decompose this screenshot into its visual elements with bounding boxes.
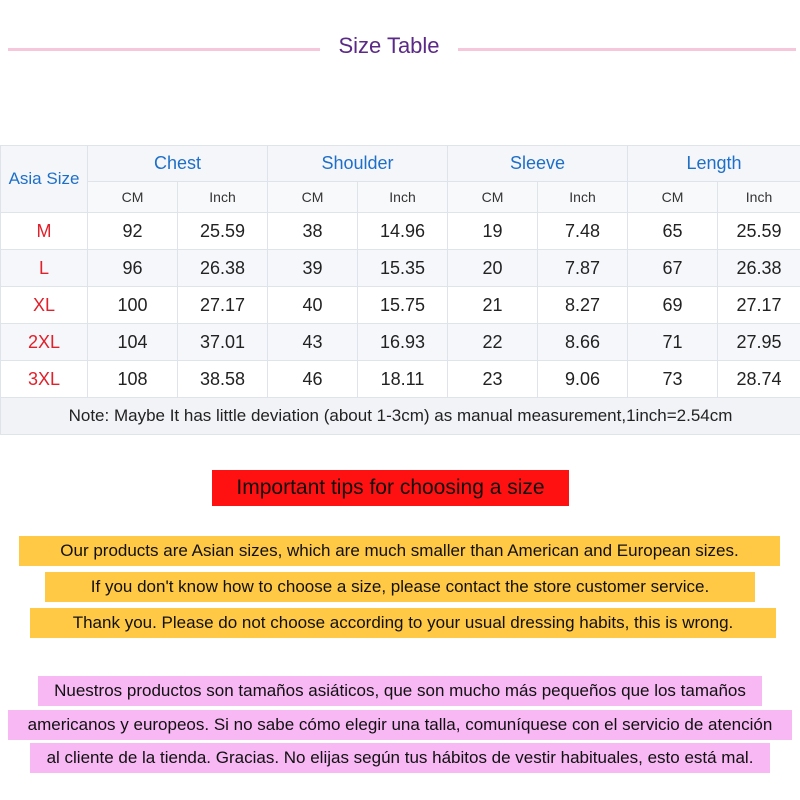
table-cell: 39 bbox=[268, 250, 358, 287]
table-row bbox=[1, 250, 800, 287]
unit-header: CM bbox=[268, 182, 358, 213]
table-cell: 100 bbox=[88, 287, 178, 324]
table-cell: 9.06 bbox=[538, 361, 628, 398]
table-cell: 7.87 bbox=[538, 250, 628, 287]
table-cell: 65 bbox=[628, 213, 718, 250]
length-header: Length bbox=[628, 146, 800, 182]
table-cell: 37.01 bbox=[178, 324, 268, 361]
measurement-note: Note: Maybe It has little deviation (about 1-3cm) as manual measurement,1inch=2.54cm bbox=[1, 398, 800, 435]
table-cell: 104 bbox=[88, 324, 178, 361]
table-cell: 26.38 bbox=[178, 250, 268, 287]
unit-header: Inch bbox=[178, 182, 268, 213]
table-cell: 40 bbox=[268, 287, 358, 324]
title-divider-left bbox=[8, 48, 320, 51]
sleeve-header: Sleeve bbox=[448, 146, 628, 182]
english-tip-line-3: Thank you. Please do not choose according to your usual dressing habits, this is wrong. bbox=[30, 608, 776, 638]
table-row bbox=[1, 324, 800, 361]
page-title: Size Table bbox=[338, 33, 440, 58]
table-cell: 96 bbox=[88, 250, 178, 287]
spanish-tip-line-2: americanos y europeos. Si no sabe cómo elegir una talla, comuníquese con el servicio de atención bbox=[8, 710, 792, 740]
table-cell: 67 bbox=[628, 250, 718, 287]
table-cell: 25.59 bbox=[178, 213, 268, 250]
spanish-tip-line-3: al cliente de la tienda. Gracias. No elijas según tus hábitos de vestir habituales, esto está mal. bbox=[30, 743, 770, 773]
table-cell: 25.59 bbox=[718, 213, 800, 250]
table-cell: 16.93 bbox=[358, 324, 448, 361]
table-cell: 28.74 bbox=[718, 361, 800, 398]
spanish-tip-line-1: Nuestros productos son tamaños asiáticos, que son mucho más pequeños que los tamaños bbox=[38, 676, 762, 706]
important-tips-heading: Important tips for choosing a size bbox=[212, 470, 569, 506]
table-cell: 18.11 bbox=[358, 361, 448, 398]
table-cell: 22 bbox=[448, 324, 538, 361]
unit-header: Inch bbox=[358, 182, 448, 213]
title-divider-right bbox=[458, 48, 796, 51]
table-cell: 15.35 bbox=[358, 250, 448, 287]
unit-header: Inch bbox=[538, 182, 628, 213]
shoulder-header: Shoulder bbox=[268, 146, 448, 182]
size-table bbox=[0, 145, 800, 435]
table-row bbox=[1, 213, 800, 250]
table-cell: 23 bbox=[448, 361, 538, 398]
table-cell: 20 bbox=[448, 250, 538, 287]
table-unit-row bbox=[1, 182, 800, 213]
table-cell: 15.75 bbox=[358, 287, 448, 324]
table-cell: 38 bbox=[268, 213, 358, 250]
size-label: L bbox=[1, 250, 88, 287]
table-cell: 43 bbox=[268, 324, 358, 361]
size-label: M bbox=[1, 213, 88, 250]
table-cell: 8.27 bbox=[538, 287, 628, 324]
size-label: 2XL bbox=[1, 324, 88, 361]
table-cell: 8.66 bbox=[538, 324, 628, 361]
size-label: XL bbox=[1, 287, 88, 324]
table-cell: 27.95 bbox=[718, 324, 800, 361]
table-cell: 7.48 bbox=[538, 213, 628, 250]
table-cell: 27.17 bbox=[178, 287, 268, 324]
table-note-row bbox=[1, 398, 800, 435]
table-row bbox=[1, 287, 800, 324]
table-header-row bbox=[1, 146, 800, 182]
chest-header: Chest bbox=[88, 146, 268, 182]
table-cell: 27.17 bbox=[718, 287, 800, 324]
table-row bbox=[1, 361, 800, 398]
unit-header: CM bbox=[628, 182, 718, 213]
table-cell: 92 bbox=[88, 213, 178, 250]
english-tip-line-2: If you don't know how to choose a size, please contact the store customer service. bbox=[45, 572, 755, 602]
english-tip-line-1: Our products are Asian sizes, which are much smaller than American and European sizes. bbox=[19, 536, 780, 566]
table-cell: 38.58 bbox=[178, 361, 268, 398]
asia-size-header: Asia Size bbox=[1, 146, 88, 213]
table-cell: 46 bbox=[268, 361, 358, 398]
unit-header: CM bbox=[448, 182, 538, 213]
table-cell: 26.38 bbox=[718, 250, 800, 287]
table-cell: 69 bbox=[628, 287, 718, 324]
unit-header: Inch bbox=[718, 182, 800, 213]
table-cell: 14.96 bbox=[358, 213, 448, 250]
table-cell: 71 bbox=[628, 324, 718, 361]
table-cell: 19 bbox=[448, 213, 538, 250]
table-cell: 108 bbox=[88, 361, 178, 398]
unit-header: CM bbox=[88, 182, 178, 213]
size-label: 3XL bbox=[1, 361, 88, 398]
table-cell: 21 bbox=[448, 287, 538, 324]
table-cell: 73 bbox=[628, 361, 718, 398]
